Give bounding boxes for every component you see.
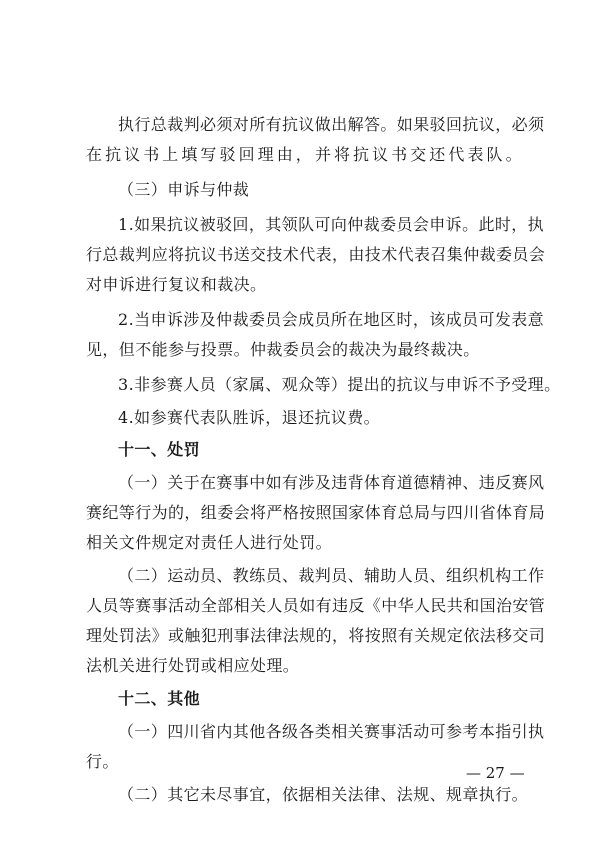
text-line: 执行总裁判必须对所有抗议做出解答。如果驳回抗议，必须 — [118, 115, 545, 134]
text-line: （一）四川省内其他各级各类相关赛事活动可参考本指引执 — [118, 722, 545, 741]
text-line: 3.非参赛人员（家属、观众等）提出的抗议与申诉不予受理。 — [118, 375, 561, 394]
text-line: 法机关进行处罚或相应处理。 — [86, 656, 300, 675]
text-line: 2.当申诉涉及仲裁委员会成员所在地区时，该成员可发表意 — [118, 310, 545, 329]
text-line: 相关文件规定对责任人进行处罚。 — [86, 533, 333, 552]
text-line: 行。 — [86, 752, 119, 771]
text-line: 对申诉进行复议和裁决。 — [86, 275, 267, 294]
text-line: 人员等赛事活动全部相关人员如有违反《中华人民共和国治安管 — [86, 596, 546, 615]
text-line: 行总裁判应将抗议书送交技术代表，由技术代表召集仲裁委员会 — [86, 245, 546, 264]
text-line: 见，但不能参与投票。仲裁委员会的裁决为最终裁决。 — [86, 340, 480, 359]
section-subheading: （三）申诉与仲裁 — [118, 180, 250, 199]
text-line: 4.如参赛代表队胜诉，退还抗议费。 — [118, 408, 381, 427]
text-line: 在抗议书上填写驳回理由，并将抗议书交还代表队。 — [86, 145, 522, 164]
text-line: 1.如果抗议被驳回，其领队可向仲裁委员会申诉。此时，执 — [118, 215, 545, 234]
text-line: （二）运动员、教练员、裁判员、辅助人员、组织机构工作 — [118, 566, 545, 585]
section-heading-penalties: 十一、处罚 — [118, 440, 201, 459]
text-line: 赛纪等行为的，组委会将严格按照国家体育总局与四川省体育局 — [86, 503, 546, 522]
text-line: 理处罚法》或触犯刑事法律法规的，将按照有关规定依法移交司 — [86, 626, 546, 645]
section-heading-other: 十二、其他 — [118, 689, 201, 708]
page-number: — 27 — — [466, 764, 525, 782]
text-line: （一）关于在赛事中如有涉及违背体育道德精神、违反赛风 — [118, 473, 545, 492]
text-line: （二）其它未尽事宜，依据相关法律、法规、规章执行。 — [118, 785, 529, 804]
